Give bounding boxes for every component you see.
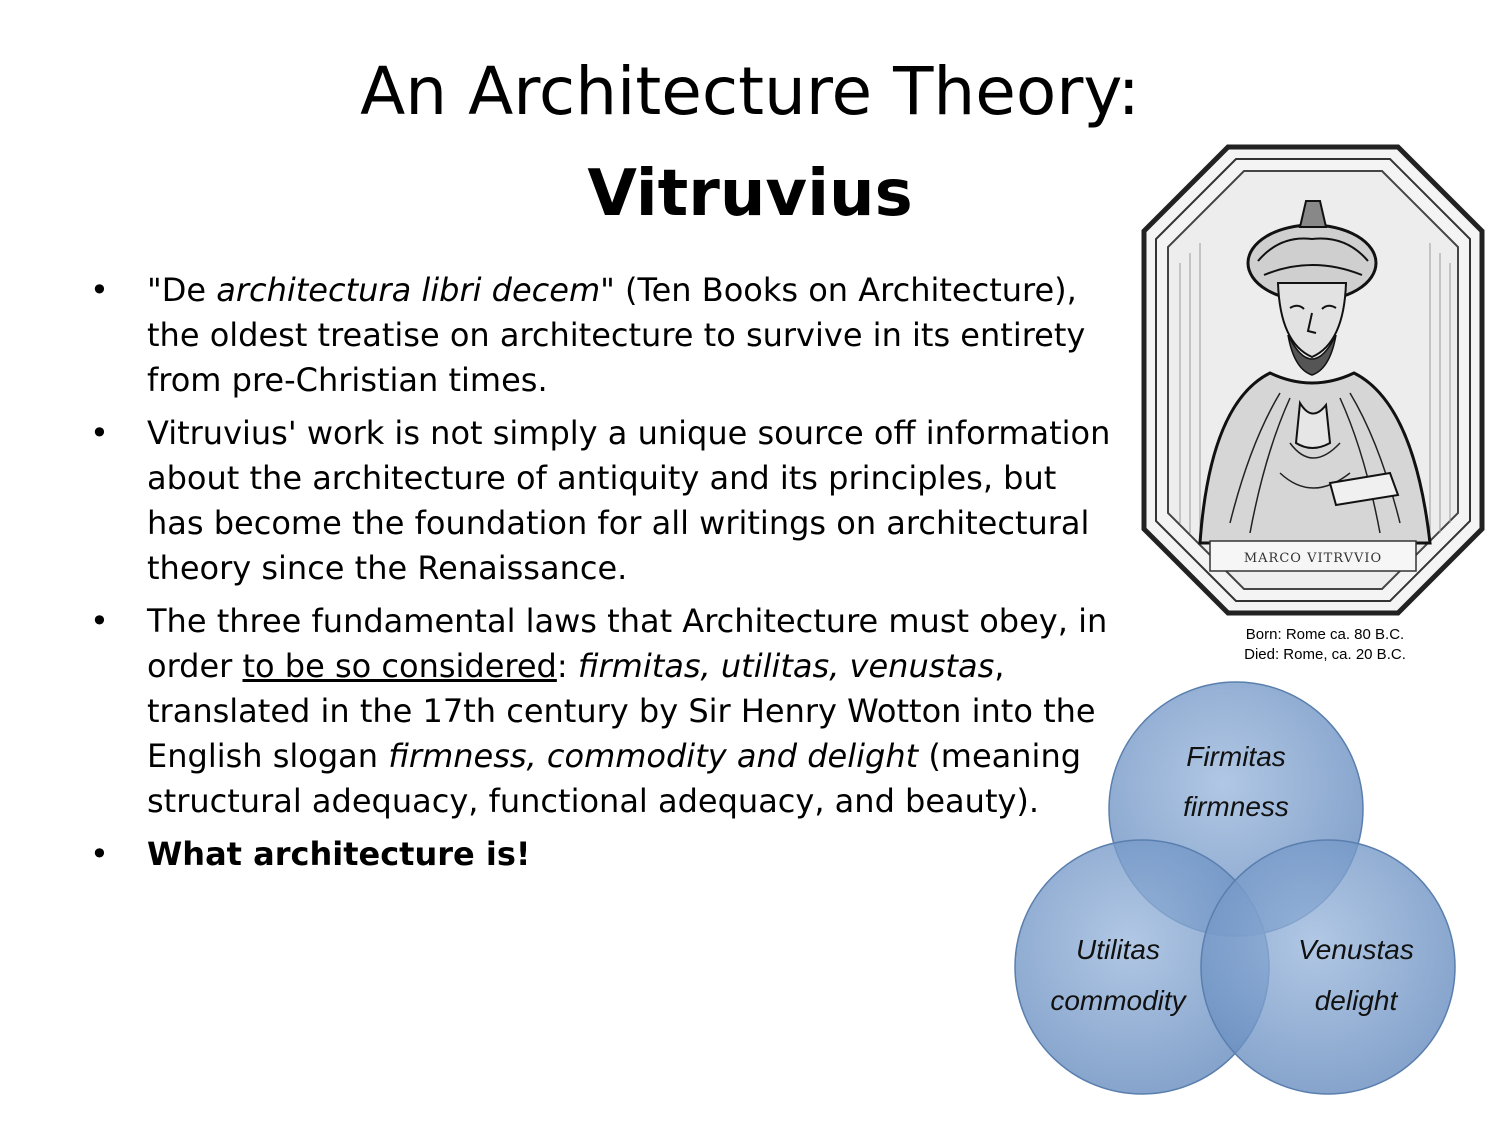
bullet-list: [84, 268, 1114, 885]
venn-label-firmitas: Firmitas: [1186, 741, 1286, 772]
slide-title: An Architecture Theory:: [360, 53, 1140, 130]
bullet-item-three-laws: • The three fundamental laws that Architecture must obey, in order to be so considered: firmitas, utilitas, venustas, translated in the 17th century by Sir Henry Wotton into the English slogan firmness, commodity and delight (meaning structural adequacy, functional adequacy, and beauty).: [84, 599, 1114, 824]
bullet-item-foundation: • Vitruvius' work is not simply a unique source off information about the architecture of antiquity and its principles, but has become the foundation for all writings on architectural theory since the Renaissance.: [84, 411, 1114, 591]
born-text: Born: Rome ca. 80 B.C.: [1245, 626, 1405, 643]
venn-circle-venustas: [1201, 840, 1455, 1094]
venn-label-utilitas: Utilitas: [1075, 934, 1161, 965]
venn-label-venustas: Venustas: [1298, 934, 1414, 965]
portrait-caption: [1190, 625, 1460, 665]
bullet-item-treatise: • "De architectura libri decem" (Ten Books on Architecture), the oldest treatise on architecture to survive in its entirety from pre-Christian times.: [84, 268, 1114, 403]
venn-label-commodity: commodity: [1050, 985, 1186, 1016]
vitruvius-portrait: [1140, 143, 1486, 617]
venn-label-firmness: firmness: [1183, 791, 1289, 822]
portrait-inscription: MARCO VITRVVIO: [1243, 551, 1383, 566]
bullet-item-what-architecture-is: • What architecture is!: [84, 832, 1114, 877]
died-text: Died: Rome, ca. 20 B.C.: [1244, 646, 1406, 663]
slide-title-name: Vitruvius: [587, 157, 913, 231]
venn-diagram: [1000, 665, 1480, 1115]
venn-label-delight: delight: [1314, 985, 1398, 1016]
